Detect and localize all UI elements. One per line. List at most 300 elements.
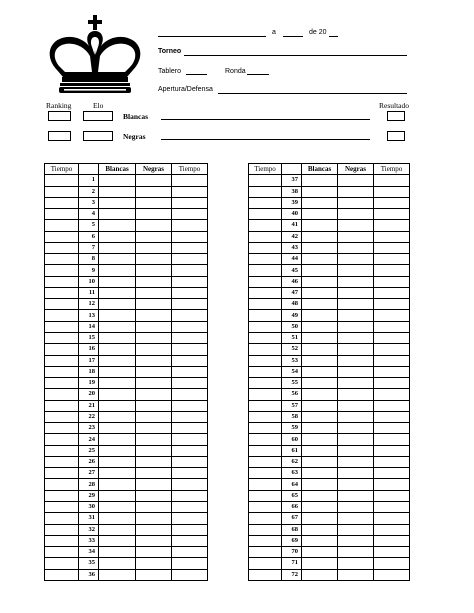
time-cell-black[interactable] [172,231,208,242]
blancas-elo-box[interactable] [83,111,113,121]
time-cell-white[interactable] [249,355,282,366]
time-cell-white[interactable] [45,254,79,265]
white-move-cell[interactable] [302,366,338,377]
white-move-cell[interactable] [302,197,338,208]
time-cell-white[interactable] [249,468,282,479]
black-move-cell[interactable] [338,366,374,377]
black-move-cell[interactable] [338,558,374,569]
time-cell-black[interactable] [172,569,208,580]
black-move-cell[interactable] [338,254,374,265]
black-move-cell[interactable] [338,231,374,242]
black-move-cell[interactable] [338,513,374,524]
time-cell-white[interactable] [45,276,79,287]
black-move-cell[interactable] [136,254,172,265]
time-cell-white[interactable] [45,434,79,445]
date-month-line[interactable] [283,36,303,37]
black-move-cell[interactable] [338,197,374,208]
time-cell-black[interactable] [374,355,410,366]
white-move-cell[interactable] [99,276,136,287]
black-move-cell[interactable] [338,445,374,456]
time-cell-white[interactable] [249,231,282,242]
black-move-cell[interactable] [136,321,172,332]
time-cell-white[interactable] [249,197,282,208]
white-move-cell[interactable] [99,197,136,208]
time-cell-black[interactable] [172,434,208,445]
time-cell-white[interactable] [249,513,282,524]
time-cell-white[interactable] [249,535,282,546]
black-move-cell[interactable] [136,535,172,546]
black-move-cell[interactable] [338,310,374,321]
white-move-cell[interactable] [302,468,338,479]
white-move-cell[interactable] [302,479,338,490]
white-move-cell[interactable] [99,513,136,524]
black-move-cell[interactable] [338,287,374,298]
time-cell-black[interactable] [374,265,410,276]
white-move-cell[interactable] [99,209,136,220]
time-cell-black[interactable] [374,231,410,242]
time-cell-white[interactable] [249,558,282,569]
white-move-cell[interactable] [99,254,136,265]
time-cell-black[interactable] [374,242,410,253]
time-cell-white[interactable] [249,389,282,400]
white-move-cell[interactable] [302,265,338,276]
black-move-cell[interactable] [338,479,374,490]
white-move-cell[interactable] [99,400,136,411]
time-cell-black[interactable] [172,513,208,524]
white-move-cell[interactable] [99,355,136,366]
white-move-cell[interactable] [302,220,338,231]
time-cell-white[interactable] [249,310,282,321]
time-cell-white[interactable] [249,344,282,355]
black-move-cell[interactable] [338,321,374,332]
white-move-cell[interactable] [99,321,136,332]
time-cell-white[interactable] [45,558,79,569]
time-cell-white[interactable] [45,366,79,377]
black-move-cell[interactable] [338,186,374,197]
time-cell-white[interactable] [45,456,79,467]
time-cell-black[interactable] [374,423,410,434]
black-move-cell[interactable] [338,265,374,276]
time-cell-white[interactable] [45,209,79,220]
date-day-line[interactable] [158,36,266,37]
time-cell-white[interactable] [45,389,79,400]
time-cell-black[interactable] [374,321,410,332]
time-cell-black[interactable] [172,400,208,411]
time-cell-black[interactable] [374,547,410,558]
black-move-cell[interactable] [338,242,374,253]
time-cell-white[interactable] [45,197,79,208]
time-cell-black[interactable] [172,344,208,355]
time-cell-black[interactable] [172,265,208,276]
white-move-cell[interactable] [99,366,136,377]
white-move-cell[interactable] [302,231,338,242]
time-cell-black[interactable] [172,501,208,512]
white-move-cell[interactable] [99,287,136,298]
time-cell-black[interactable] [374,197,410,208]
white-move-cell[interactable] [302,423,338,434]
time-cell-black[interactable] [172,535,208,546]
torneo-line[interactable] [184,55,407,56]
black-move-cell[interactable] [338,344,374,355]
tablero-line[interactable] [186,74,207,75]
time-cell-white[interactable] [249,287,282,298]
time-cell-white[interactable] [45,265,79,276]
blancas-name-line[interactable] [161,119,370,120]
time-cell-black[interactable] [374,535,410,546]
time-cell-black[interactable] [172,445,208,456]
black-move-cell[interactable] [136,242,172,253]
time-cell-black[interactable] [172,389,208,400]
black-move-cell[interactable] [136,378,172,389]
time-cell-white[interactable] [45,231,79,242]
time-cell-black[interactable] [374,400,410,411]
black-move-cell[interactable] [136,287,172,298]
time-cell-black[interactable] [172,468,208,479]
time-cell-white[interactable] [249,411,282,422]
time-cell-white[interactable] [45,524,79,535]
time-cell-white[interactable] [249,265,282,276]
time-cell-black[interactable] [374,209,410,220]
white-move-cell[interactable] [302,456,338,467]
time-cell-white[interactable] [249,569,282,580]
time-cell-white[interactable] [249,524,282,535]
white-move-cell[interactable] [99,389,136,400]
time-cell-white[interactable] [45,175,79,186]
time-cell-white[interactable] [45,445,79,456]
time-cell-black[interactable] [374,220,410,231]
ronda-line[interactable] [247,74,269,75]
time-cell-white[interactable] [249,456,282,467]
black-move-cell[interactable] [136,411,172,422]
time-cell-black[interactable] [172,186,208,197]
white-move-cell[interactable] [99,378,136,389]
time-cell-white[interactable] [45,242,79,253]
time-cell-black[interactable] [374,276,410,287]
black-move-cell[interactable] [338,209,374,220]
time-cell-black[interactable] [374,490,410,501]
time-cell-black[interactable] [172,175,208,186]
time-cell-white[interactable] [45,490,79,501]
black-move-cell[interactable] [338,434,374,445]
black-move-cell[interactable] [136,547,172,558]
white-move-cell[interactable] [302,299,338,310]
time-cell-white[interactable] [45,479,79,490]
time-cell-black[interactable] [172,411,208,422]
negras-elo-box[interactable] [83,131,113,141]
black-move-cell[interactable] [136,344,172,355]
time-cell-white[interactable] [45,569,79,580]
time-cell-black[interactable] [374,287,410,298]
time-cell-white[interactable] [249,299,282,310]
black-move-cell[interactable] [338,411,374,422]
time-cell-white[interactable] [45,332,79,343]
black-move-cell[interactable] [136,186,172,197]
time-cell-white[interactable] [249,479,282,490]
time-cell-white[interactable] [45,310,79,321]
time-cell-white[interactable] [45,344,79,355]
black-move-cell[interactable] [136,501,172,512]
white-move-cell[interactable] [302,242,338,253]
white-move-cell[interactable] [302,524,338,535]
white-move-cell[interactable] [99,535,136,546]
white-move-cell[interactable] [99,479,136,490]
white-move-cell[interactable] [99,501,136,512]
white-move-cell[interactable] [99,332,136,343]
time-cell-black[interactable] [374,378,410,389]
white-move-cell[interactable] [302,501,338,512]
time-cell-white[interactable] [249,445,282,456]
white-move-cell[interactable] [302,344,338,355]
time-cell-black[interactable] [172,209,208,220]
white-move-cell[interactable] [302,276,338,287]
black-move-cell[interactable] [136,445,172,456]
time-cell-black[interactable] [374,513,410,524]
time-cell-black[interactable] [172,220,208,231]
white-move-cell[interactable] [302,389,338,400]
time-cell-white[interactable] [249,175,282,186]
time-cell-black[interactable] [172,366,208,377]
black-move-cell[interactable] [338,389,374,400]
white-move-cell[interactable] [99,558,136,569]
blancas-ranking-box[interactable] [48,111,71,121]
white-move-cell[interactable] [99,456,136,467]
white-move-cell[interactable] [302,175,338,186]
black-move-cell[interactable] [338,501,374,512]
time-cell-white[interactable] [45,513,79,524]
time-cell-black[interactable] [374,524,410,535]
white-move-cell[interactable] [99,310,136,321]
black-move-cell[interactable] [136,479,172,490]
black-move-cell[interactable] [338,378,374,389]
white-move-cell[interactable] [302,209,338,220]
white-move-cell[interactable] [99,231,136,242]
time-cell-white[interactable] [249,400,282,411]
time-cell-black[interactable] [172,490,208,501]
time-cell-white[interactable] [45,299,79,310]
time-cell-white[interactable] [45,355,79,366]
white-move-cell[interactable] [99,411,136,422]
white-move-cell[interactable] [99,547,136,558]
white-move-cell[interactable] [302,378,338,389]
black-move-cell[interactable] [338,547,374,558]
white-move-cell[interactable] [99,186,136,197]
white-move-cell[interactable] [302,445,338,456]
black-move-cell[interactable] [136,175,172,186]
time-cell-black[interactable] [172,197,208,208]
black-move-cell[interactable] [136,400,172,411]
time-cell-black[interactable] [172,321,208,332]
time-cell-white[interactable] [45,411,79,422]
time-cell-black[interactable] [374,569,410,580]
black-move-cell[interactable] [338,175,374,186]
white-move-cell[interactable] [302,434,338,445]
white-move-cell[interactable] [302,332,338,343]
time-cell-black[interactable] [374,434,410,445]
time-cell-white[interactable] [249,378,282,389]
white-move-cell[interactable] [99,265,136,276]
time-cell-white[interactable] [249,276,282,287]
time-cell-white[interactable] [45,535,79,546]
black-move-cell[interactable] [136,423,172,434]
black-move-cell[interactable] [136,332,172,343]
time-cell-black[interactable] [374,332,410,343]
white-move-cell[interactable] [302,321,338,332]
time-cell-white[interactable] [249,423,282,434]
time-cell-black[interactable] [172,456,208,467]
time-cell-white[interactable] [45,186,79,197]
time-cell-white[interactable] [249,366,282,377]
black-move-cell[interactable] [338,220,374,231]
time-cell-black[interactable] [172,242,208,253]
time-cell-black[interactable] [374,254,410,265]
time-cell-white[interactable] [249,220,282,231]
black-move-cell[interactable] [136,209,172,220]
time-cell-white[interactable] [249,321,282,332]
white-move-cell[interactable] [302,310,338,321]
time-cell-white[interactable] [45,220,79,231]
white-move-cell[interactable] [302,411,338,422]
white-move-cell[interactable] [99,175,136,186]
time-cell-black[interactable] [172,378,208,389]
black-move-cell[interactable] [136,569,172,580]
white-move-cell[interactable] [302,547,338,558]
time-cell-white[interactable] [249,547,282,558]
time-cell-black[interactable] [374,299,410,310]
time-cell-black[interactable] [374,445,410,456]
negras-name-line[interactable] [161,139,370,140]
time-cell-black[interactable] [374,310,410,321]
white-move-cell[interactable] [99,524,136,535]
black-move-cell[interactable] [136,456,172,467]
black-move-cell[interactable] [338,400,374,411]
black-move-cell[interactable] [338,276,374,287]
white-move-cell[interactable] [302,186,338,197]
time-cell-white[interactable] [45,378,79,389]
time-cell-black[interactable] [172,310,208,321]
black-move-cell[interactable] [338,299,374,310]
blancas-result-box[interactable] [387,111,405,121]
time-cell-white[interactable] [249,254,282,265]
time-cell-black[interactable] [374,411,410,422]
time-cell-black[interactable] [172,423,208,434]
black-move-cell[interactable] [338,423,374,434]
black-move-cell[interactable] [136,299,172,310]
black-move-cell[interactable] [338,332,374,343]
apertura-line[interactable] [218,93,407,94]
white-move-cell[interactable] [302,355,338,366]
white-move-cell[interactable] [99,344,136,355]
time-cell-white[interactable] [249,242,282,253]
time-cell-black[interactable] [374,389,410,400]
black-move-cell[interactable] [338,456,374,467]
black-move-cell[interactable] [136,389,172,400]
time-cell-white[interactable] [249,434,282,445]
white-move-cell[interactable] [302,490,338,501]
time-cell-white[interactable] [249,490,282,501]
time-cell-black[interactable] [374,344,410,355]
time-cell-white[interactable] [45,400,79,411]
black-move-cell[interactable] [136,310,172,321]
black-move-cell[interactable] [338,524,374,535]
time-cell-black[interactable] [172,287,208,298]
black-move-cell[interactable] [136,265,172,276]
black-move-cell[interactable] [136,490,172,501]
black-move-cell[interactable] [338,535,374,546]
time-cell-white[interactable] [249,209,282,220]
time-cell-black[interactable] [374,366,410,377]
time-cell-black[interactable] [172,276,208,287]
black-move-cell[interactable] [338,468,374,479]
time-cell-white[interactable] [249,501,282,512]
time-cell-white[interactable] [45,501,79,512]
time-cell-black[interactable] [172,479,208,490]
date-year-line[interactable] [329,36,338,37]
time-cell-black[interactable] [172,355,208,366]
negras-ranking-box[interactable] [48,131,71,141]
white-move-cell[interactable] [99,445,136,456]
white-move-cell[interactable] [302,513,338,524]
black-move-cell[interactable] [136,468,172,479]
time-cell-black[interactable] [172,524,208,535]
time-cell-black[interactable] [374,175,410,186]
white-move-cell[interactable] [99,299,136,310]
black-move-cell[interactable] [338,569,374,580]
black-move-cell[interactable] [136,434,172,445]
time-cell-white[interactable] [45,547,79,558]
white-move-cell[interactable] [99,468,136,479]
white-move-cell[interactable] [302,254,338,265]
time-cell-black[interactable] [172,558,208,569]
black-move-cell[interactable] [136,220,172,231]
black-move-cell[interactable] [136,231,172,242]
time-cell-black[interactable] [172,299,208,310]
white-move-cell[interactable] [302,569,338,580]
time-cell-black[interactable] [172,254,208,265]
white-move-cell[interactable] [99,423,136,434]
time-cell-black[interactable] [374,501,410,512]
time-cell-black[interactable] [374,558,410,569]
black-move-cell[interactable] [136,276,172,287]
time-cell-black[interactable] [374,468,410,479]
white-move-cell[interactable] [302,558,338,569]
black-move-cell[interactable] [338,490,374,501]
time-cell-white[interactable] [249,332,282,343]
white-move-cell[interactable] [99,569,136,580]
black-move-cell[interactable] [136,197,172,208]
white-move-cell[interactable] [302,535,338,546]
time-cell-white[interactable] [45,287,79,298]
white-move-cell[interactable] [302,400,338,411]
time-cell-white[interactable] [249,186,282,197]
white-move-cell[interactable] [302,287,338,298]
white-move-cell[interactable] [99,242,136,253]
white-move-cell[interactable] [99,220,136,231]
black-move-cell[interactable] [338,355,374,366]
time-cell-black[interactable] [374,456,410,467]
white-move-cell[interactable] [99,490,136,501]
time-cell-white[interactable] [45,321,79,332]
time-cell-black[interactable] [374,186,410,197]
black-move-cell[interactable] [136,513,172,524]
black-move-cell[interactable] [136,355,172,366]
time-cell-white[interactable] [45,468,79,479]
time-cell-white[interactable] [45,423,79,434]
black-move-cell[interactable] [136,366,172,377]
time-cell-black[interactable] [172,547,208,558]
time-cell-black[interactable] [172,332,208,343]
time-cell-black[interactable] [374,479,410,490]
white-move-cell[interactable] [99,434,136,445]
